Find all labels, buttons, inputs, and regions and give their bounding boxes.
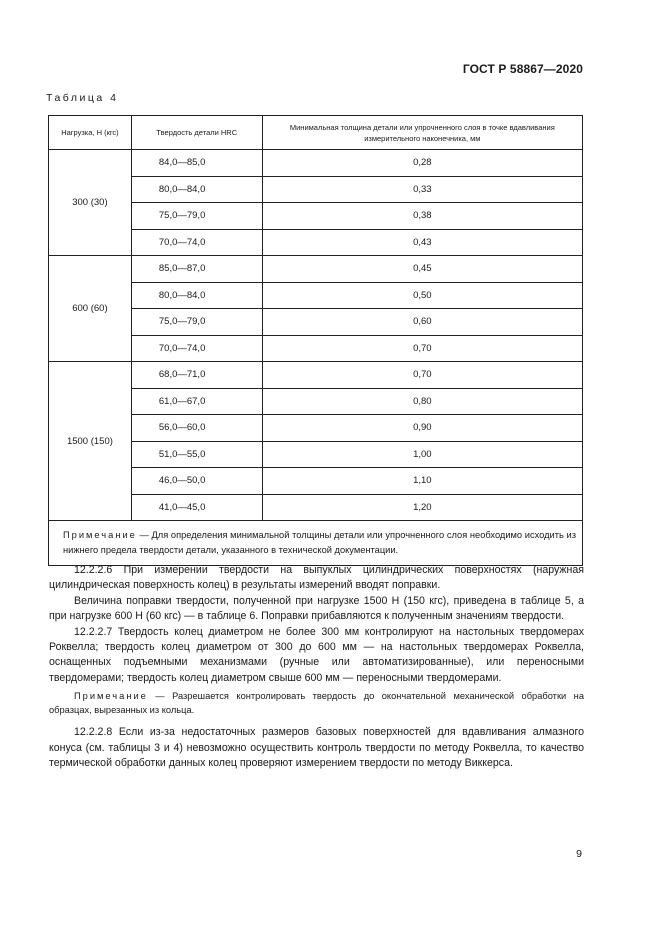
hrc-cell: 75,0—79,0 (131, 309, 262, 336)
body-text (49, 563, 584, 771)
thickness-cell: 0,90 (262, 415, 582, 442)
thickness-cell: 1,20 (262, 494, 582, 521)
hrc-cell: 41,0—45,0 (131, 494, 262, 521)
document-id: ГОСТ Р 58867—2020 (462, 62, 583, 76)
hrc-cell: 56,0—60,0 (131, 415, 262, 442)
table-note (49, 521, 583, 566)
thickness-cell: 0,70 (262, 335, 582, 362)
table-row (49, 150, 583, 177)
page-number: 9 (576, 848, 582, 860)
table-body (49, 150, 583, 521)
thickness-cell: 0,43 (262, 229, 582, 256)
hrc-cell: 80,0—84,0 (131, 282, 262, 309)
thickness-cell: 0,45 (262, 256, 582, 283)
load-cell: 300 (30) (49, 150, 132, 256)
thickness-cell: 1,10 (262, 468, 582, 495)
hrc-cell: 61,0—67,0 (131, 388, 262, 415)
hrc-cell: 84,0—85,0 (131, 150, 262, 177)
thickness-cell: 0,80 (262, 388, 582, 415)
hardness-table (48, 115, 583, 566)
table-row (49, 256, 583, 283)
hrc-cell: 68,0—71,0 (131, 362, 262, 389)
thickness-cell: 1,00 (262, 441, 582, 468)
hrc-cell: 85,0—87,0 (131, 256, 262, 283)
thickness-cell: 0,60 (262, 309, 582, 336)
column-header-load: Нагрузка, Н (кгс) (49, 116, 132, 150)
thickness-cell: 0,28 (262, 150, 582, 177)
column-header-thickness: Минимальная толщина детали или упрочненного слоя в точке вдавливания измерительного наконечника, мм (262, 116, 582, 150)
paragraph-corrections: Величина поправки твердости, полученной при нагрузке 1500 Н (150 кгс), приведена в таблице 5, а при нагрузке 600 Н (60 кгс) — в таблице 6. Поправки прибавляются к полученным значениям твердости. (49, 594, 584, 623)
hrc-cell: 70,0—74,0 (131, 229, 262, 256)
body-note-text: — Разрешается контролировать твердость до окончательной механической обработки на образцах, вырезанных из кольца. (49, 691, 584, 715)
hrc-cell: 70,0—74,0 (131, 335, 262, 362)
hrc-cell: 80,0—84,0 (131, 176, 262, 203)
table-caption: Таблица 4 (46, 92, 119, 104)
table-note-text: — Для определения минимальной толщины детали или упрочненного слоя необходимо исходить из нижнего предела твердости детали, указанного в технической документации. (63, 530, 576, 555)
thickness-cell: 0,70 (262, 362, 582, 389)
body-note-label: Примечание (74, 691, 148, 702)
paragraph-12-2-2-6: 12.2.2.6 При измерении твердости на выпуклых цилиндрических поверхностях (наружная цилиндрическая поверхность колец) в результаты измерений вводят поправки. (49, 564, 584, 592)
thickness-cell: 0,33 (262, 176, 582, 203)
load-cell: 1500 (150) (49, 362, 132, 521)
hrc-cell: 75,0—79,0 (131, 203, 262, 230)
hrc-cell: 51,0—55,0 (131, 441, 262, 468)
column-header-hrc: Твердость детали HRC (131, 116, 262, 150)
load-cell: 600 (60) (49, 256, 132, 362)
paragraph-12-2-2-8: 12.2.2.8 Если из-за недостаточных размеров базовых поверхностей для вдавливания алмазного конуса (см. таблицы 3 и 4) невозможно осуществить контроль твердости по методу Роквелла, то качество термической обработки данных колец проверяют измерением твердости по методу Виккерса. (49, 726, 584, 770)
thickness-cell: 0,50 (262, 282, 582, 309)
body-note (49, 690, 584, 717)
table-note-row (49, 521, 583, 566)
hrc-cell: 46,0—50,0 (131, 468, 262, 495)
paragraph-12-2-2-7: 12.2.2.7 Твердость колец диаметром не более 300 мм контролируют на настольных твердомерах Роквелла; твердость колец диаметром от 300 до 600 мм — на настольных твердомерах Роквелла, оснащенных подъемными механизмами (ручные или автоматизированные), или переносными твердомерами; твердость колец диаметром свыше 600 мм — переносными твердомерами. (49, 625, 584, 684)
thickness-cell: 0,38 (262, 203, 582, 230)
table-note-label: Примечание (63, 530, 137, 540)
table-row (49, 362, 583, 389)
table-header-row (49, 116, 583, 150)
